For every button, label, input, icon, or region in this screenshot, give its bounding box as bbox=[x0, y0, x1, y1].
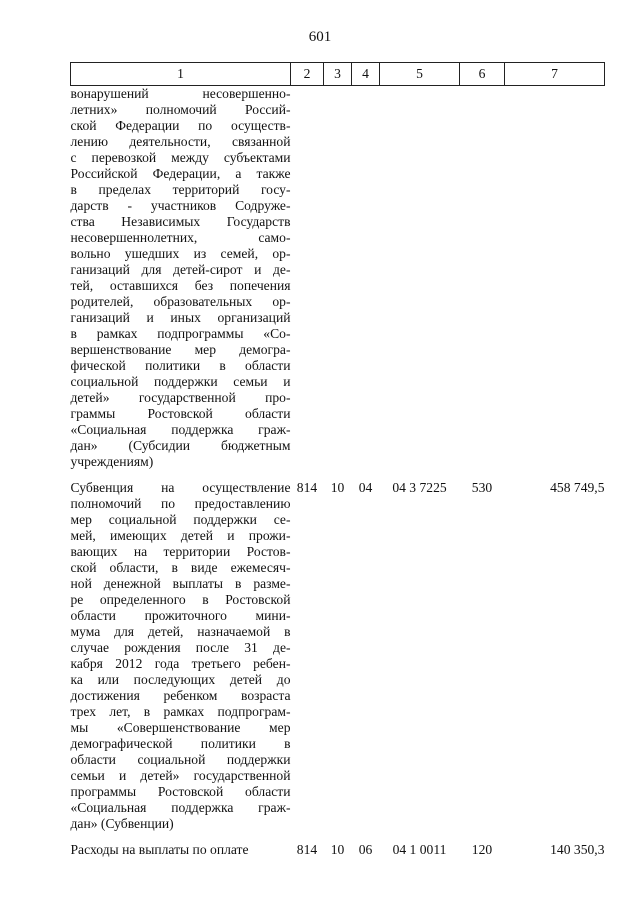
description-line: «Социальная поддержка граж- bbox=[70, 422, 291, 437]
description-line: демографической политики в bbox=[70, 736, 291, 751]
column-header-5: 5 bbox=[380, 63, 460, 86]
description-line: ганизаций и иных организаций bbox=[70, 310, 291, 325]
cell-col-5: 04 3 7225 bbox=[392, 480, 447, 495]
row-description bbox=[71, 470, 291, 832]
cell-col-3: 10 bbox=[330, 480, 345, 495]
description-line: вонарушений несовершенно- bbox=[70, 86, 291, 101]
description-line: трех лет, в рамках подпрограм- bbox=[70, 704, 291, 719]
cell-col-2 bbox=[291, 86, 324, 471]
description-line: дарств - участников Содруже- bbox=[70, 198, 291, 213]
cell-col-7 bbox=[505, 86, 605, 471]
description-line: несовершеннолетних, само- bbox=[70, 230, 291, 245]
description-line: родителей, образовательных ор- bbox=[70, 294, 291, 309]
cell-col-2: 814 bbox=[296, 480, 318, 495]
description-line: программы Ростовской области bbox=[70, 784, 291, 799]
description-line: ства Независимых Государств bbox=[70, 214, 291, 229]
budget-table bbox=[70, 62, 605, 858]
description-line: кабря 2012 года третьего ребен- bbox=[70, 656, 291, 671]
cell-col-5 bbox=[380, 86, 460, 471]
cell-col-5: 04 1 0011 bbox=[392, 842, 447, 857]
description-line: ской Федерации по осуществ- bbox=[70, 118, 291, 133]
description-line: достижения ребенком возраста bbox=[70, 688, 291, 703]
description-line: детей» государственной про- bbox=[70, 390, 291, 405]
description-line: семьи и детей» государственной bbox=[70, 768, 291, 783]
column-header-3: 3 bbox=[324, 63, 352, 86]
cell-col-4: 06 bbox=[358, 842, 373, 857]
column-header-4: 4 bbox=[352, 63, 380, 86]
description-line: ской области, в виде ежемесяч- bbox=[70, 560, 291, 575]
description-line: социальной поддержки семьи и bbox=[70, 374, 291, 389]
description-line: летних» полномочий Россий- bbox=[70, 102, 291, 117]
cell-col-2: 814 bbox=[296, 842, 318, 857]
description-line: случае рождения после 31 де- bbox=[70, 640, 291, 655]
description-line: ной денежной выплаты в разме- bbox=[70, 576, 291, 591]
description-line: вольно ушедших из семей, ор- bbox=[70, 246, 291, 261]
column-header-1: 1 bbox=[71, 63, 291, 86]
description-line: с перевозкой между субъектами bbox=[70, 150, 291, 165]
description-line: дан» (Субсидии бюджетным bbox=[70, 438, 291, 453]
description-line: дан» (Субвенции) bbox=[70, 816, 174, 831]
description-line: мума для детей, назначаемой в bbox=[70, 624, 291, 639]
description-line: в пределах территорий госу- bbox=[70, 182, 291, 197]
cell-col-4 bbox=[352, 86, 380, 471]
description-line: мей, имеющих детей и прожи- bbox=[70, 528, 291, 543]
description-line: области прожиточного мини- bbox=[70, 608, 291, 623]
description-line: граммы Ростовской области bbox=[70, 406, 291, 421]
table-header-row bbox=[71, 63, 605, 86]
cell-col-7: 458 749,5 bbox=[550, 480, 605, 495]
column-header-2: 2 bbox=[291, 63, 324, 86]
description-line: вающих на территории Ростов- bbox=[70, 544, 291, 559]
description-line: области социальной поддержки bbox=[70, 752, 291, 767]
description-line: Расходы на выплаты по оплате bbox=[70, 842, 249, 857]
description-line: мер социальной поддержки се- bbox=[70, 512, 291, 527]
column-header-7: 7 bbox=[505, 63, 605, 86]
table-row bbox=[71, 86, 605, 471]
cell-col-6: 120 bbox=[471, 842, 493, 857]
cell-col-7: 140 350,3 bbox=[550, 842, 605, 857]
description-line: Российской Федерации, а также bbox=[70, 166, 291, 181]
column-header-6: 6 bbox=[460, 63, 505, 86]
description-line: тей, оставшихся без попечения bbox=[70, 278, 291, 293]
description-line: вершенствование мер демогра- bbox=[70, 342, 291, 357]
cell-col-4: 04 bbox=[358, 480, 373, 495]
description-line: ка или последующих детей до bbox=[70, 672, 291, 687]
cell-col-3: 10 bbox=[330, 842, 345, 857]
description-line: фической политики в области bbox=[70, 358, 291, 373]
description-line: «Социальная поддержка граж- bbox=[70, 800, 291, 815]
description-line: полномочий по предоставлению bbox=[70, 496, 291, 511]
cell-col-6: 530 bbox=[471, 480, 493, 495]
description-line: мы «Совершенствование мер bbox=[70, 720, 291, 735]
row-description bbox=[71, 86, 291, 471]
table-row bbox=[71, 832, 605, 858]
row-description bbox=[71, 832, 291, 858]
description-line: Субвенция на осуществление bbox=[70, 480, 291, 495]
table-row bbox=[71, 470, 605, 832]
description-line: ре определенного в Ростовской bbox=[70, 592, 291, 607]
description-line: ганизаций для детей-сирот и де- bbox=[70, 262, 291, 277]
description-line: в рамках подпрограммы «Со- bbox=[70, 326, 291, 341]
cell-col-3 bbox=[324, 86, 352, 471]
description-line: учреждениям) bbox=[70, 454, 154, 469]
page-number: 601 bbox=[308, 29, 332, 45]
cell-col-6 bbox=[460, 86, 505, 471]
description-line: лению деятельности, связанной bbox=[70, 134, 291, 149]
